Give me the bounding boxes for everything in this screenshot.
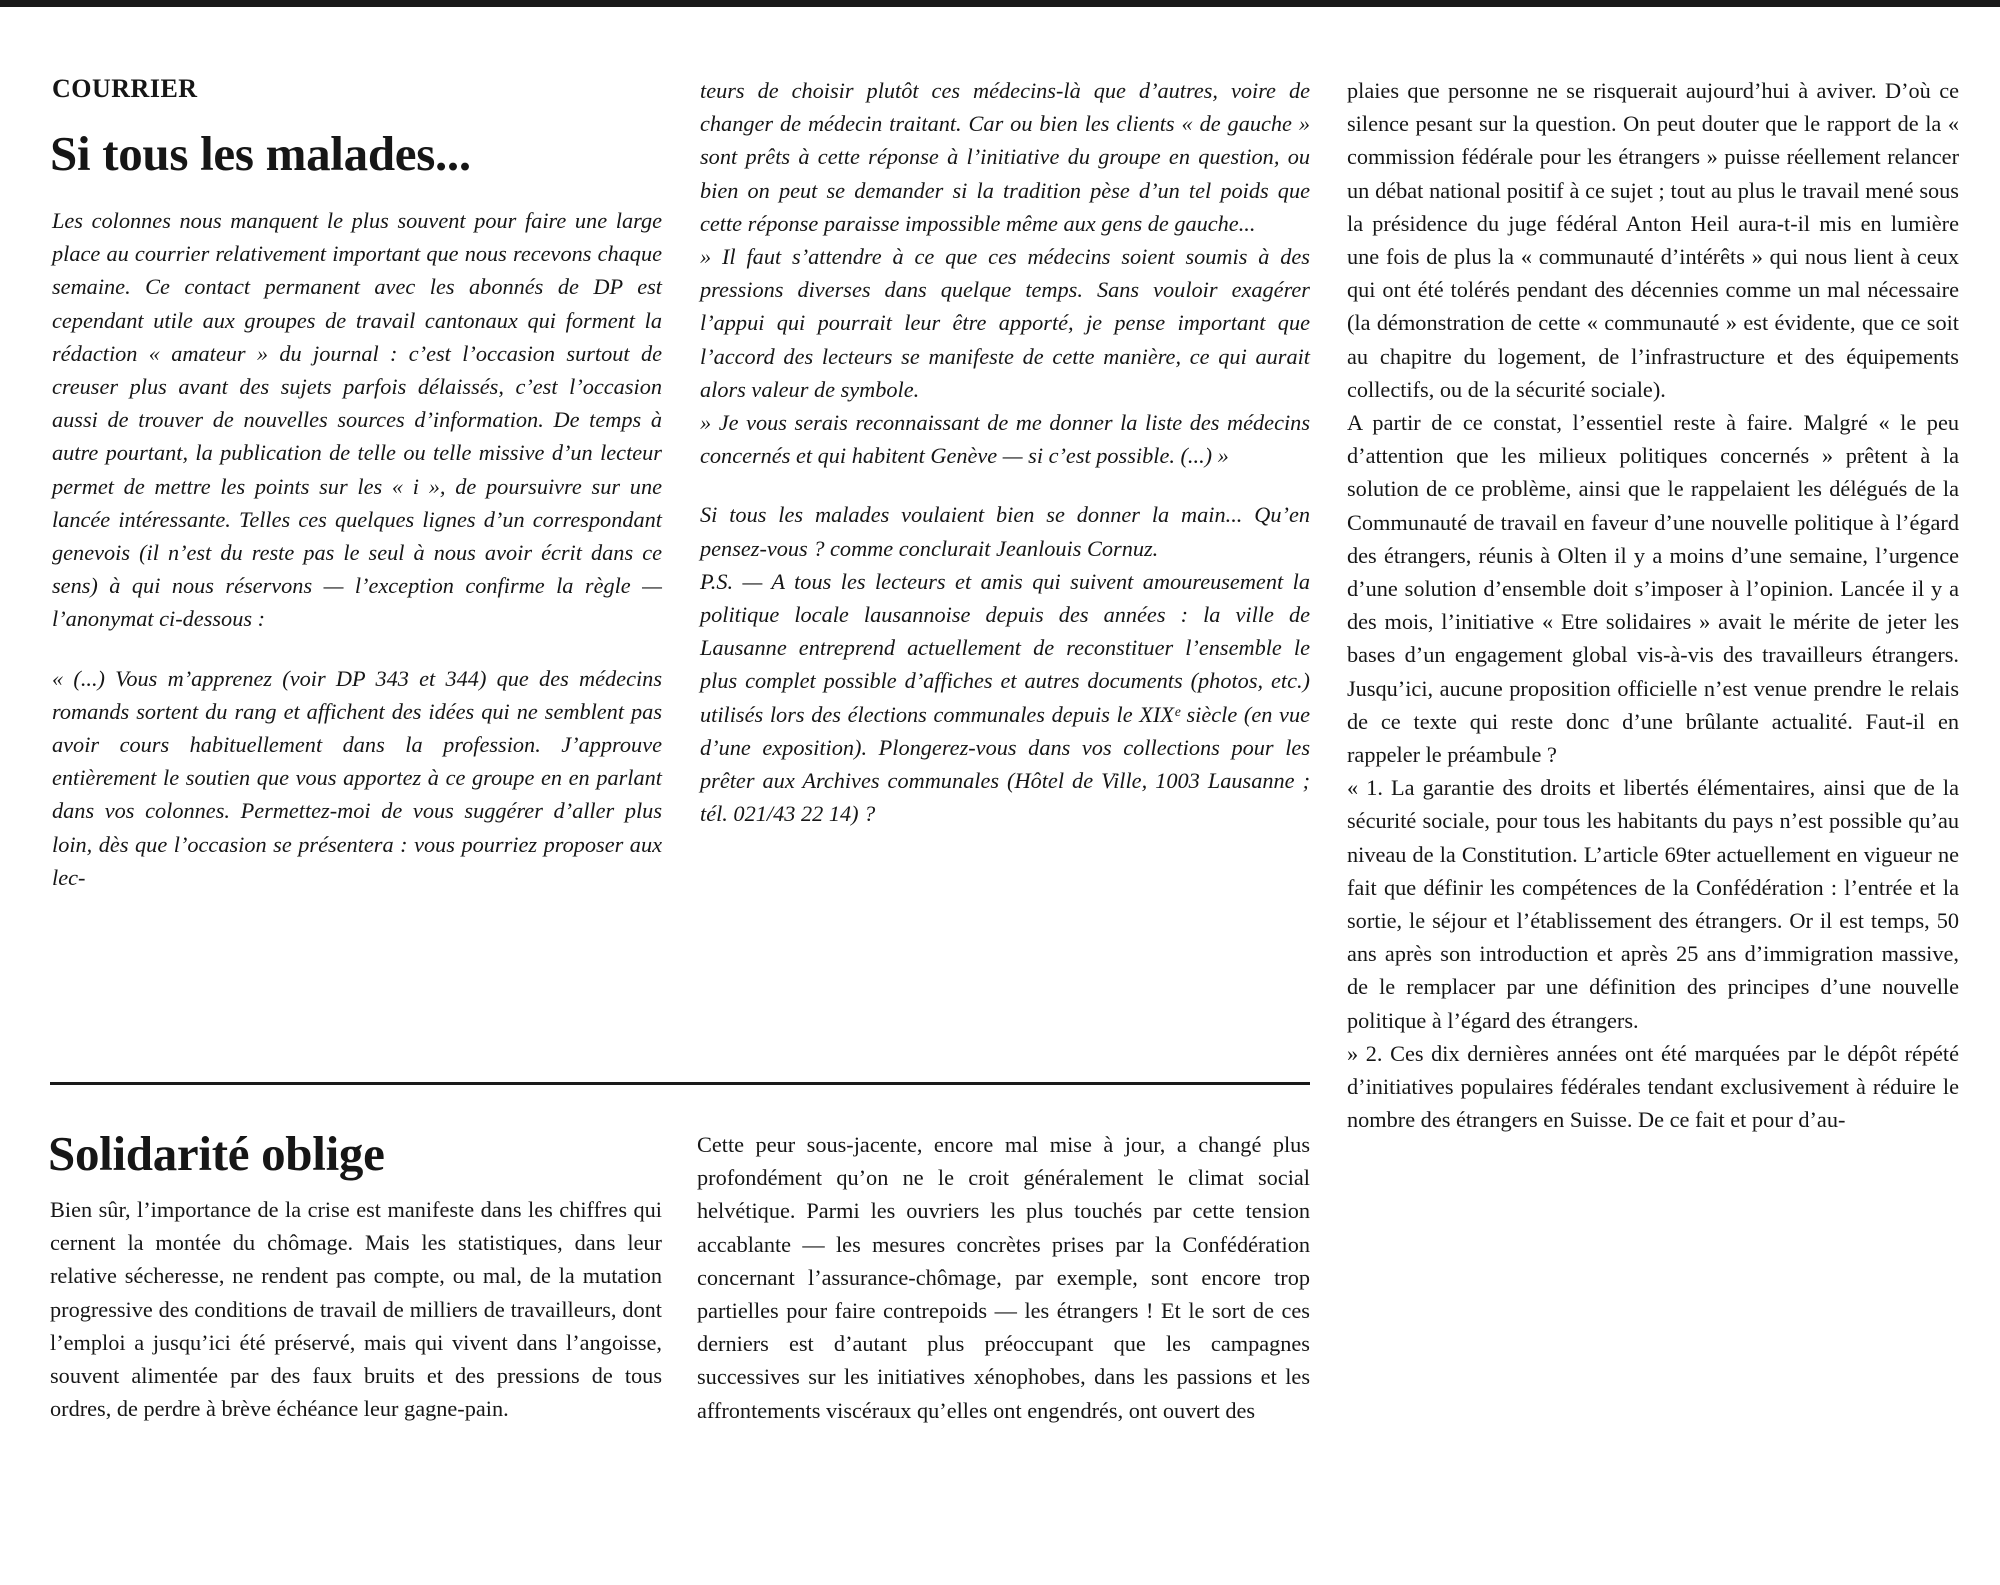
article2-preamble-2: » 2. Ces dix dernières années ont été marquées par le dépôt répété d’initiatives populaires fédérales tendant exclusivement à réduire le nombre des étrangers en Suisse. De ce fait et pour d’au- [1347,1040,1959,1133]
section-label: COURRIER [52,74,198,103]
article-title-solidarite: Solidarité oblige [48,1126,385,1181]
article2-paragraph-4: A partir de ce constat, l’essentiel reste à faire. Malgré « le peu d’attention que les milieux politiques concernés » prêtent à la solution de ce problème, ainsi que le rappelaient les délégués de la Communauté de travail en faveur d’une nouvelle politique à l’égard des étrangers, réunis à Olten il y a moins d’une semaine, l’urgence d’une solution d’ensemble doit s’imposer à l’opinion. Lancée il y a des mois, l’initiative « Etre solidaires » avait le mérite de jeter les bases d’un engagement global vis-à-vis des travailleurs étrangers. Jusqu’ici, aucune proposition officielle n’est venue prendre le relais de ce texte qui reste donc d’une brûlante actualité. Faut-il en rappeler le préambule ? [1347,410,1959,768]
article1-letter-closing: » Je vous serais reconnaissant de me donner la liste des médecins concernés et qui habitent Genève — si c’est possible. (...) » [700,410,1310,469]
article2-column-2 [697,1128,1310,1427]
article1-letter-continued: teurs de choisir plutôt ces médecins-là que d’autres, voire de changer de médecin traitant. Car ou bien les clients « de gauche » sont prêts à cette réponse à l’initiative du groupe en question, ou bien on peut se demander si la tradition pèse d’un tel poids que cette réponse paraisse impossible même aux gens de gauche... [700,78,1310,236]
article1-column-1 [52,204,662,894]
article1-intro-paragraph: Les colonnes nous manquent le plus souvent pour faire une large place au courrier relativement important que nous recevons chaque semaine. Ce contact permanent avec les abonnés de DP est cependant utile aux groupes de travail cantonaux qui forment la rédaction « amateur » du journal : c’est l’occasion surtout de creuser plus avant des sujets parfois délaissés, c’est l’occasion aussi de trouver de nouvelles sources d’information. De temps à autre pourtant, la publication de telle ou telle missive d’un lecteur permet de mettre les points sur les « i », de poursuivre sur une lancée intéressante. Telles ces quelques lignes d’un correspondant genevois (il n’est du reste pas le seul à nous avoir écrit dans ce sens) à qui nous réservons — l’exception confirme la règle — l’anonymat ci-dessous : [52,208,662,632]
article1-letter-pressure: » Il faut s’attendre à ce que ces médecins soient soumis à des pressions diverses dans quelque temps. Sans vouloir exagérer l’appui qui pourrait leur être apporté, je pense important que l’accord des lecteurs se manifeste de cette manière, ce qui aurait alors valeur de symbole. [700,244,1310,402]
article2-paragraph-2: Cette peur sous-jacente, encore mal mise à jour, a changé plus profondément qu’on ne le croit généralement le climat social helvétique. Parmi les ouvriers les plus touchés par cette tension accablante — les mesures concrètes prises par la Confédération concernant l’assurance-chômage, par exemple, sont encore trop partielles pour faire contrepoids — les étrangers ! Et le sort de ces derniers est d’autant plus préoccupant que les campagnes successives sur les initiatives xénophobes, dans les passions et les affrontements viscéraux qu’elles ont engendrés, ont ouvert des [697,1132,1310,1423]
article1-column-2 [700,74,1310,830]
top-rule [0,0,2000,7]
article1-conclusion: Si tous les malades voulaient bien se donner la main... Qu’en pensez-vous ? comme conclurait Jeanlouis Cornuz. [700,502,1310,561]
article2-paragraph-1: Bien sûr, l’importance de la crise est manifeste dans les chiffres qui cernent la montée du chômage. Mais les statistiques, dans leur relative sécheresse, ne rendent pas compte, ou mal, de la mutation progressive des conditions de travail de milliers de travailleurs, dont l’emploi a jusqu’ici été préservé, mais qui vivent dans l’angoisse, souvent alimentée par des faux bruits et des pressions de tous ordres, de perdre à brève échéance leur gagne-pain. [50,1197,662,1422]
article-divider [50,1082,1310,1085]
article1-postscript: P.S. — A tous les lecteurs et amis qui suivent amoureusement la politique locale lausannoise depuis des années : la ville de Lausanne entreprend actuellement de reconstituer l’ensemble le plus complet possible d’affiches et autres documents (photos, etc.) utilisés lors des élections communales depuis le XIXᵉ siècle (en vue d’une exposition). Plongerez-vous dans vos collections pour les prêter aux Archives communales (Hôtel de Ville, 1003 Lausanne ; tél. 021/43 22 14) ? [700,568,1310,827]
article-title-malades: Si tous les malades... [50,126,471,181]
article1-letter-paragraph: « (...) Vous m’apprenez (voir DP 343 et 344) que des médecins romands sortent du rang et affichent des idées qui ne semblent pas avoir cours habituellement dans la profession. J’approuve entièrement le soutien que vous apportez à ce groupe en en parlant dans vos colonnes. Permettez-moi de vous suggérer d’aller plus loin, dès que l’occasion se présentera : vous pourriez proposer aux lec- [52,665,662,890]
article2-column-1 [50,1193,662,1425]
article2-paragraph-3: plaies que personne ne se risquerait aujourd’hui à aviver. D’où ce silence pesant sur la question. On peut douter que le rapport de la « commission fédérale pour les étrangers » puisse réellement relancer un débat national positif à ce sujet ; tout au plus le travail mené sous la présidence du juge fédéral Anton Heil aura-t-il mis en lumière une fois de plus la « communauté d’intérêts » qui nous lient à ceux qui ont été tolérés pendant des décennies comme un mal nécessaire (la démonstration de cette « communauté » est évidente, que ce soit au chapitre du logement, de l’infrastructure et des équipements collectifs, ou de la sécurité sociale). [1347,78,1959,402]
article2-preamble-1: « 1. La garantie des droits et libertés élémentaires, ainsi que de la sécurité sociale, pour tous les habitants du pays n’est possible qu’au niveau de la Constitution. L’article 69ter actuellement en vigueur ne fait que définir les compétences de la Confédération : l’entrée et la sortie, le séjour et l’établissement des étrangers. Or il est temps, 50 ans après son introduction et après 25 ans d’immigration massive, de le remplacer par une définition des principes d’une nouvelle politique à l’égard des étrangers. [1347,775,1959,1033]
article2-column-3 [1347,74,1959,1137]
